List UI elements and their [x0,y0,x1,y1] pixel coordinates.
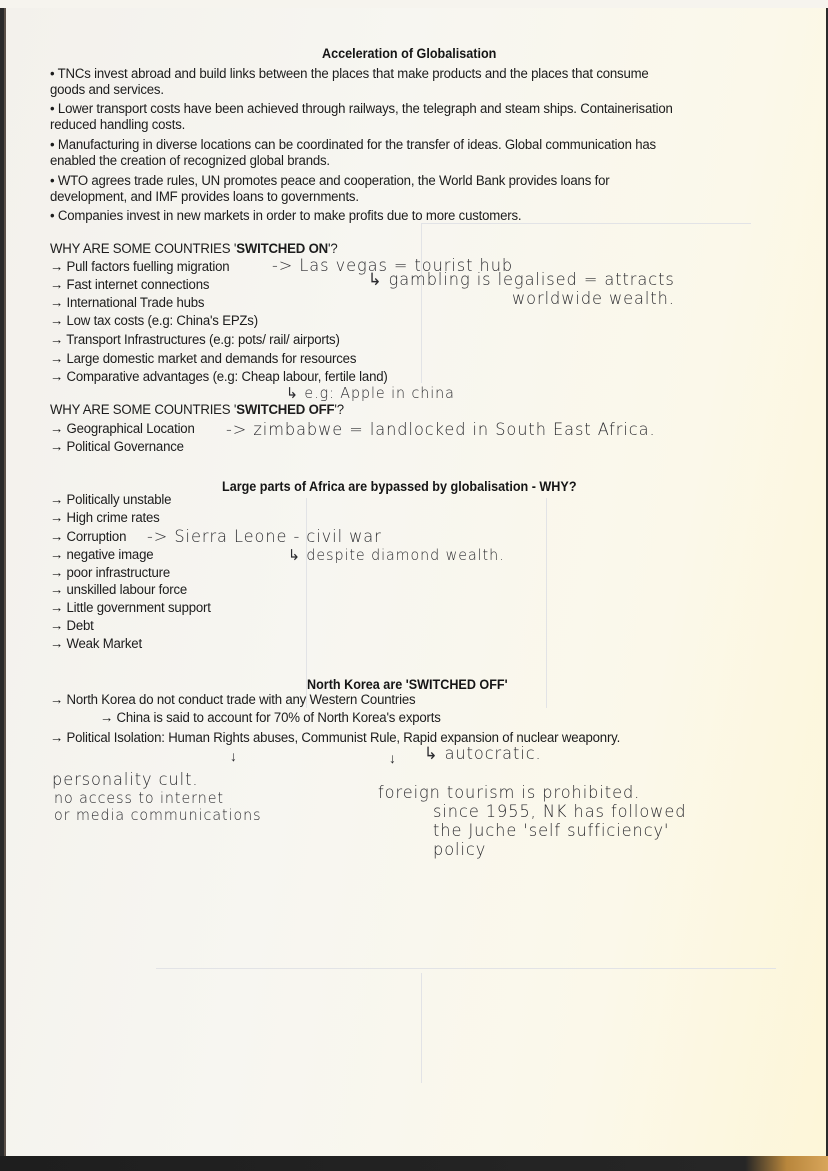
switched-on-heading [50,241,338,257]
north-korea-item: → Political Isolation: Human Rights abuses, Communist Rule, Rapid expansion of nuclear weaponry. [50,730,621,746]
switched-off-heading [50,402,344,418]
handwritten-note-wealth: worldwide wealth. [512,289,675,309]
handwritten-note-gambling: ↳ gambling is legalised = attracts [368,270,675,290]
down-arrow-icon: ↓ [389,750,396,766]
handwritten-note-juche: the Juche 'self sufficiency' [433,821,670,841]
handwritten-note-zimbabwe: -> zimbabwe = landlocked in South East Africa. [226,420,656,440]
africa-item: → unskilled labour force [50,582,188,598]
heading-suffix: '? [334,402,344,418]
page-top-edge [0,0,828,8]
north-korea-heading: North Korea are 'SWITCHED OFF' [307,676,508,692]
handwritten-note-tourism: foreign tourism is prohibited. [378,783,641,803]
globalisation-point: reduced handling costs. [50,117,186,133]
handwritten-note-las-vegas: -> Las vegas = tourist hub [272,256,514,276]
africa-item: → Weak Market [50,636,142,652]
handwritten-note-policy: policy [433,840,487,860]
switched-on-item: → Large domestic market and demands for resources [50,351,357,367]
heading-prefix: WHY ARE SOME COUNTRIES ' [50,241,237,257]
desk-edge [0,1156,828,1171]
africa-item: → High crime rates [50,510,160,526]
bleed-through-line [421,223,422,383]
switched-on-item: → Pull factors fuelling migration [50,259,230,275]
north-korea-item: → North Korea do not conduct trade with any Western Countries [50,692,416,708]
globalisation-point: development, and IMF provides loans to governments. [50,189,359,205]
africa-item: → Debt [50,618,94,634]
handwritten-note-sierra-leone: -> Sierra Leone - civil war [147,527,382,547]
handwritten-note-since-1955: since 1955, NK has followed [433,802,687,822]
heading-bold: SWITCHED ON [236,241,329,257]
globalisation-point: • WTO agrees trade rules, UN promotes peace and cooperation, the World Bank provides loans for [50,173,610,189]
globalisation-point: enabled the creation of recognized global brands. [50,153,330,169]
down-arrow-icon: ↓ [230,748,237,764]
heading-prefix: WHY ARE SOME COUNTRIES ' [50,402,237,418]
africa-item: → negative image [50,547,154,563]
heading-suffix: '? [328,241,338,257]
switched-on-item: → Low tax costs (e.g: China's EPZs) [50,313,258,329]
handwritten-note-diamond: ↳ despite diamond wealth. [288,546,505,564]
switched-off-item: → Geographical Location [50,421,195,437]
switched-off-item: → Political Governance [50,439,184,455]
switched-on-item: → Fast internet connections [50,277,210,293]
switched-on-item: → International Trade hubs [50,295,205,311]
globalisation-point: • TNCs invest abroad and build links between the places that make products and the places that consume [50,66,649,82]
north-korea-item: → China is said to account for 70% of North Korea's exports [100,710,441,726]
heading-bold: SWITCHED OFF [236,402,335,418]
globalisation-point: • Companies invest in new markets in order to make profits due to more customers. [50,208,522,224]
handwritten-note-autocratic: ↳ autocratic. [424,744,542,764]
bleed-through-line [421,973,422,1083]
africa-item: → Politically unstable [50,492,172,508]
africa-item: → poor infrastructure [50,565,171,581]
globalisation-point: goods and services. [50,82,164,98]
africa-item: → Little government support [50,600,211,616]
globalisation-point: • Manufacturing in diverse locations can be coordinated for the transfer of ideas. Global communication has [50,137,656,153]
bleed-through-line [546,498,547,708]
handwritten-note-media: or media communications [54,806,262,824]
switched-on-item: → Transport Infrastructures (e.g: pots/ rail/ airports) [50,332,340,348]
page-title: Acceleration of Globalisation [322,45,497,61]
handwritten-note-internet: no access to internet [54,789,224,807]
handwritten-note-cult: personality cult. [52,770,199,790]
africa-item: → Corruption [50,529,127,545]
bleed-through-line [156,968,776,969]
handwritten-note-apple: ↳ e.g: Apple in china [286,384,455,402]
switched-on-item: → Comparative advantages (e.g: Cheap labour, fertile land) [50,369,388,385]
africa-heading: Large parts of Africa are bypassed by globalisation - WHY? [222,478,577,494]
globalisation-point: • Lower transport costs have been achieved through railways, the telegraph and steam ships. Containerisation [50,101,673,117]
